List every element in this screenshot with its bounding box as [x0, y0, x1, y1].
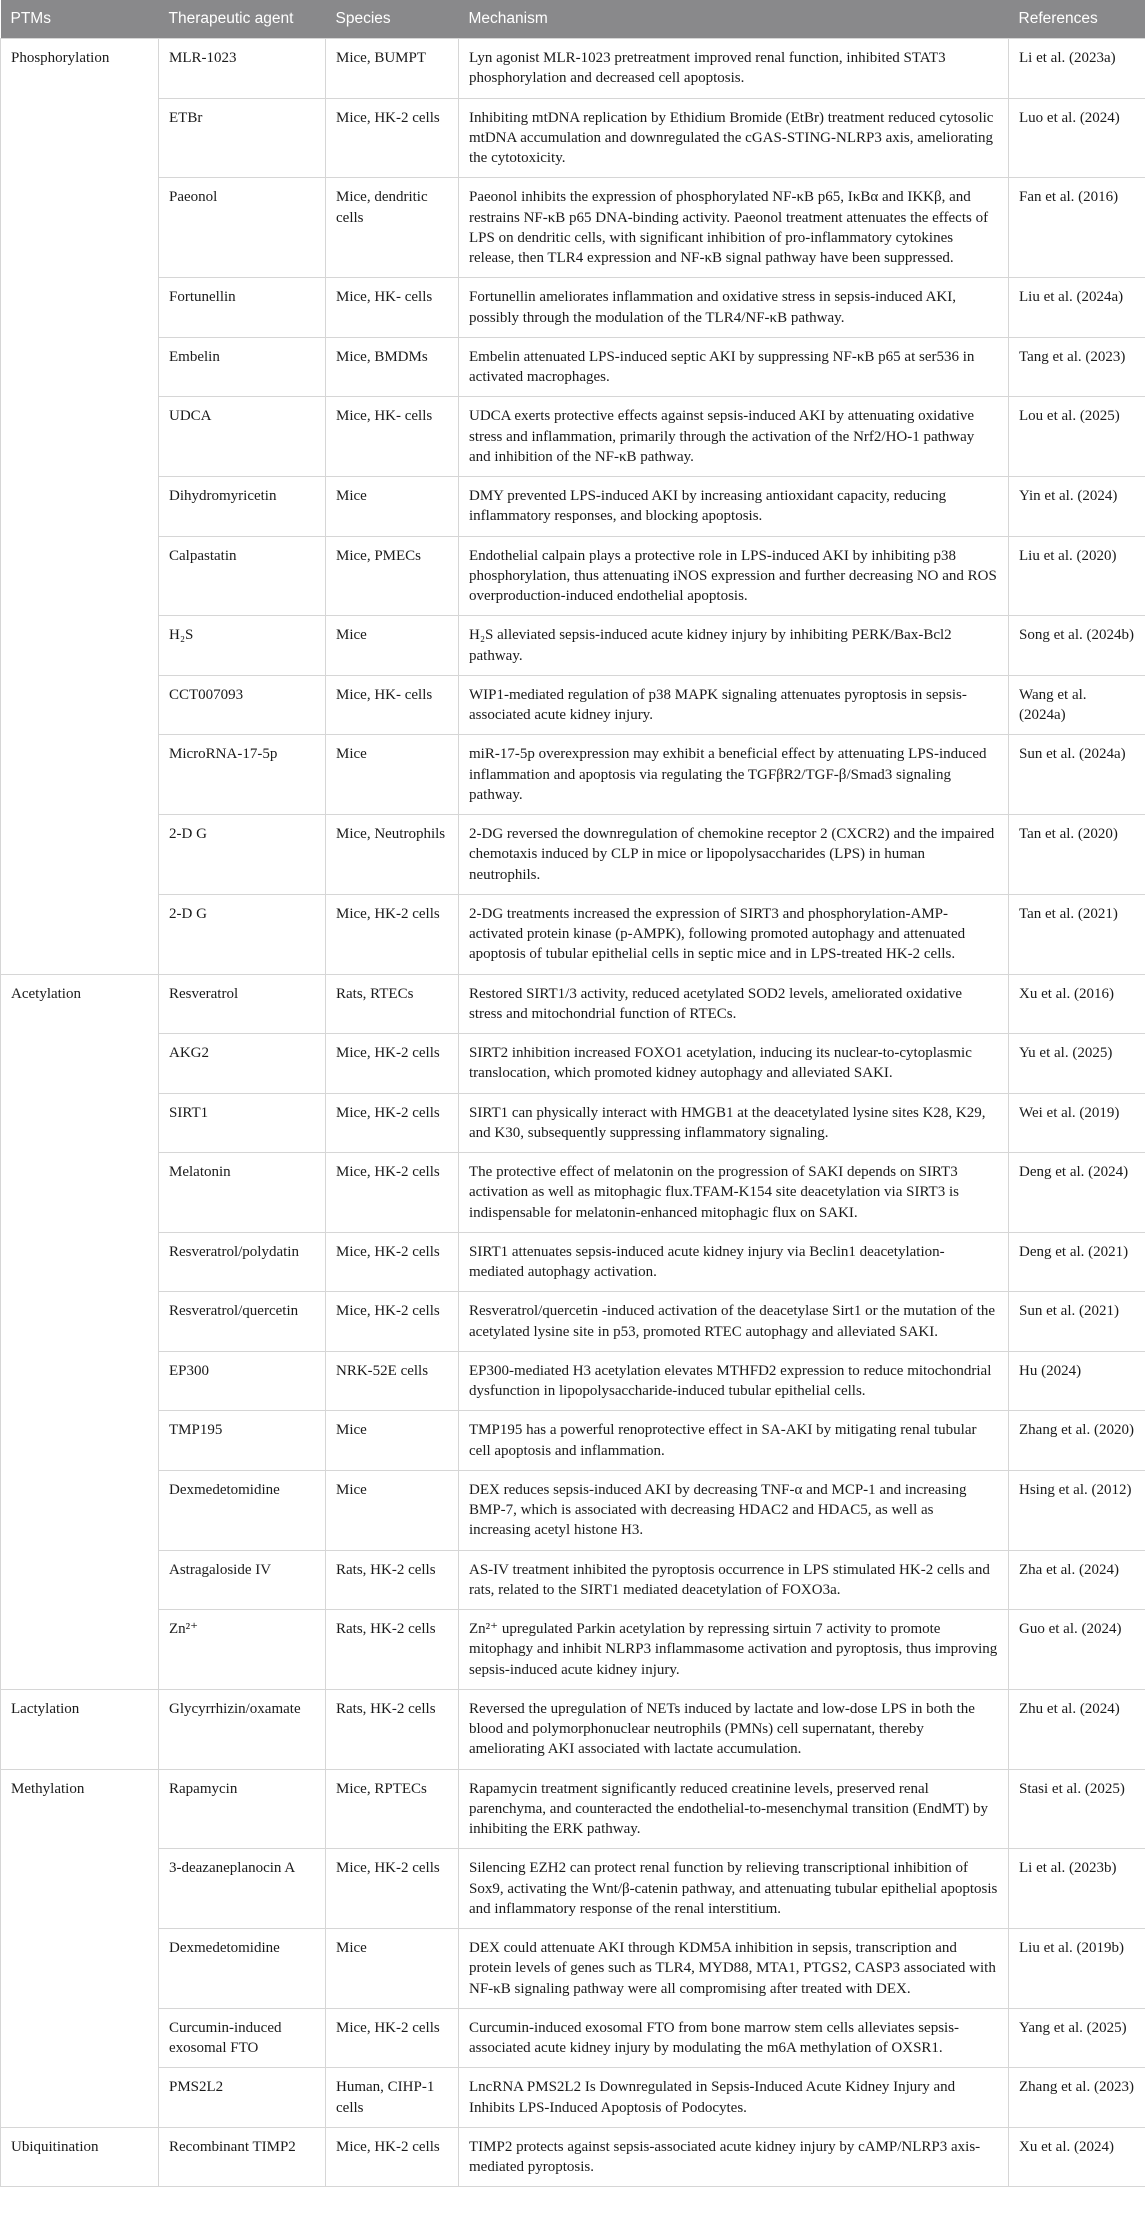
reference-cell: Zhu et al. (2024) — [1009, 1689, 1145, 1769]
agent-cell: PMS2L2 — [159, 2068, 326, 2128]
mechanism-cell: Restored SIRT1/3 activity, reduced acetylated SOD2 levels, ameliorated oxidative stress and mitochondrial function of RTECs. — [459, 974, 1009, 1034]
table-row — [1, 39, 1145, 99]
agent-cell: EP300 — [159, 1351, 326, 1411]
ptm-group-cell: Ubiquitination — [1, 2127, 159, 2187]
agent-cell: Dihydromyricetin — [159, 477, 326, 537]
agent-cell: SIRT1 — [159, 1093, 326, 1153]
table-row — [1, 1034, 1145, 1094]
agent-cell: Recombinant TIMP2 — [159, 2127, 326, 2187]
mechanism-cell: 2-DG treatments increased the expression of SIRT3 and phosphorylation-AMP-activated protein kinase (p-AMPK), following promoted autophagy and attenuated apoptosis of tubular epithelial cells in septic mice and in LPS-treated HK-2 cells. — [459, 894, 1009, 974]
reference-cell: Stasi et al. (2025) — [1009, 1769, 1145, 1849]
species-cell: Rats, HK-2 cells — [326, 1689, 459, 1769]
species-cell: Mice, HK-2 cells — [326, 2127, 459, 2187]
reference-cell: Tang et al. (2023) — [1009, 337, 1145, 397]
mechanism-cell: Resveratrol/quercetin -induced activation of the deacetylase Sirt1 or the mutation of the acetylated lysine site in p53, promoted RTEC autophagy and alleviated SAKI. — [459, 1292, 1009, 1352]
species-cell: Mice, HK-2 cells — [326, 1292, 459, 1352]
agent-cell: Fortunellin — [159, 278, 326, 338]
species-cell: Mice, dendritic cells — [326, 178, 459, 278]
agent-cell: 3-deazaneplanocin A — [159, 1849, 326, 1929]
species-cell: Rats, RTECs — [326, 974, 459, 1034]
species-cell: Mice, Neutrophils — [326, 815, 459, 895]
reference-cell: Tan et al. (2020) — [1009, 815, 1145, 895]
agent-cell: Resveratrol — [159, 974, 326, 1034]
agent-cell: AKG2 — [159, 1034, 326, 1094]
reference-cell: Tan et al. (2021) — [1009, 894, 1145, 974]
species-cell: Mice, HK-2 cells — [326, 1093, 459, 1153]
mechanism-cell: 2-DG reversed the downregulation of chemokine receptor 2 (CXCR2) and the impaired chemotaxis induced by CLP in mice or lipopolysaccharides (LPS) in human neutrophils. — [459, 815, 1009, 895]
mechanism-cell: EP300-mediated H3 acetylation elevates MTHFD2 expression to reduce mitochondrial dysfunction in lipopolysaccharide-induced tubular epithelial cells. — [459, 1351, 1009, 1411]
table-row — [1, 1351, 1145, 1411]
species-cell: Mice, HK-2 cells — [326, 1232, 459, 1292]
table-row — [1, 974, 1145, 1034]
agent-cell: Resveratrol/polydatin — [159, 1232, 326, 1292]
reference-cell: Hsing et al. (2012) — [1009, 1470, 1145, 1550]
table-row — [1, 616, 1145, 676]
table-row — [1, 98, 1145, 178]
species-cell: Mice, HK- cells — [326, 397, 459, 477]
reference-cell: Zha et al. (2024) — [1009, 1550, 1145, 1610]
agent-cell: Glycyrrhizin/oxamate — [159, 1689, 326, 1769]
mechanism-cell: DEX could attenuate AKI through KDM5A inhibition in sepsis, transcription and protein levels of genes such as TLR4, MYD88, MTA1, PTGS2, CASP3 associated with NF-κB signaling pathway were all compromising after treated with DEX. — [459, 1929, 1009, 2009]
table-row — [1, 278, 1145, 338]
mechanism-cell: Inhibiting mtDNA replication by Ethidium Bromide (EtBr) treatment reduced cytosolic mtDNA accumulation and downregulated the cGAS-STING-NLRP3 axis, ameliorating the cytotoxicity. — [459, 98, 1009, 178]
species-cell: Mice — [326, 1929, 459, 2009]
agent-cell: UDCA — [159, 397, 326, 477]
table-row — [1, 1849, 1145, 1929]
reference-cell: Song et al. (2024b) — [1009, 616, 1145, 676]
species-cell: Mice, HK-2 cells — [326, 1034, 459, 1094]
agent-cell: H₂S — [159, 616, 326, 676]
agent-cell: CCT007093 — [159, 675, 326, 735]
agent-cell: TMP195 — [159, 1411, 326, 1471]
reference-cell: Fan et al. (2016) — [1009, 178, 1145, 278]
species-cell: Mice — [326, 1470, 459, 1550]
table-row — [1, 1550, 1145, 1610]
table-row — [1, 477, 1145, 537]
mechanism-cell: Paeonol inhibits the expression of phosphorylated NF-κB p65, IκBα and IKKβ, and restrains NF-κB p65 DNA-binding activity. Paeonol treatment attenuates the effects of LPS on dendritic cells, with significant inhibition of pro-inflammatory cytokines release, then TLR4 expression and NF-κB signal pathway have been suppressed. — [459, 178, 1009, 278]
reference-cell: Yang et al. (2025) — [1009, 2008, 1145, 2068]
header-row — [1, 0, 1145, 39]
species-cell: Rats, HK-2 cells — [326, 1550, 459, 1610]
species-cell: Mice, HK- cells — [326, 675, 459, 735]
ptm-group-cell: Acetylation — [1, 974, 159, 1689]
mechanism-cell: H₂S alleviated sepsis-induced acute kidney injury by inhibiting PERK/Bax-Bcl2 pathway. — [459, 616, 1009, 676]
agent-cell: 2-D G — [159, 815, 326, 895]
reference-cell: Yu et al. (2025) — [1009, 1034, 1145, 1094]
species-cell: Mice — [326, 735, 459, 815]
reference-cell: Sun et al. (2024a) — [1009, 735, 1145, 815]
species-cell: Mice, HK- cells — [326, 278, 459, 338]
mechanism-cell: Reversed the upregulation of NETs induced by lactate and low-dose LPS in both the blood and polymorphonuclear neutrophils (PMNs) cell supernatant, thereby ameliorating AKI associated with lactate accumulation. — [459, 1689, 1009, 1769]
table-row — [1, 2008, 1145, 2068]
agent-cell: Melatonin — [159, 1153, 326, 1233]
table-row — [1, 735, 1145, 815]
mechanism-cell: LncRNA PMS2L2 Is Downregulated in Sepsis-Induced Acute Kidney Injury and Inhibits LPS-Induced Apoptosis of Podocytes. — [459, 2068, 1009, 2128]
agent-cell: MicroRNA-17-5p — [159, 735, 326, 815]
reference-cell: Li et al. (2023a) — [1009, 39, 1145, 99]
reference-cell: Deng et al. (2024) — [1009, 1153, 1145, 1233]
agent-cell: ETBr — [159, 98, 326, 178]
agent-cell: Astragaloside IV — [159, 1550, 326, 1610]
table-row — [1, 675, 1145, 735]
table-row — [1, 1689, 1145, 1769]
species-cell: Mice, BMDMs — [326, 337, 459, 397]
reference-cell: Yin et al. (2024) — [1009, 477, 1145, 537]
reference-cell: Sun et al. (2021) — [1009, 1292, 1145, 1352]
species-cell: Mice — [326, 1411, 459, 1471]
ptm-group-cell: Lactylation — [1, 1689, 159, 1769]
table-row — [1, 397, 1145, 477]
table-row — [1, 1470, 1145, 1550]
reference-cell: Xu et al. (2016) — [1009, 974, 1145, 1034]
reference-cell: Li et al. (2023b) — [1009, 1849, 1145, 1929]
reference-cell: Hu (2024) — [1009, 1351, 1145, 1411]
reference-cell: Luo et al. (2024) — [1009, 98, 1145, 178]
agent-cell: Embelin — [159, 337, 326, 397]
table-row — [1, 1411, 1145, 1471]
species-cell: Rats, HK-2 cells — [326, 1610, 459, 1690]
reference-cell: Wei et al. (2019) — [1009, 1093, 1145, 1153]
table-row — [1, 178, 1145, 278]
mechanism-cell: SIRT1 can physically interact with HMGB1 at the deacetylated lysine sites K28, K29, and K30, subsequently suppressing inflammatory signaling. — [459, 1093, 1009, 1153]
species-cell: Mice, RPTECs — [326, 1769, 459, 1849]
mechanism-cell: WIP1-mediated regulation of p38 MAPK signaling attenuates pyroptosis in sepsis-associated acute kidney injury. — [459, 675, 1009, 735]
table-body — [1, 39, 1145, 2187]
table-row — [1, 1769, 1145, 1849]
reference-cell: Guo et al. (2024) — [1009, 1610, 1145, 1690]
table-row — [1, 1093, 1145, 1153]
mechanism-cell: miR-17-5p overexpression may exhibit a beneficial effect by attenuating LPS-induced inflammation and apoptosis via regulating the TGFβR2/TGF-β/Smad3 signaling pathway. — [459, 735, 1009, 815]
agent-cell: Curcumin-induced exosomal FTO — [159, 2008, 326, 2068]
table-row — [1, 815, 1145, 895]
table-row — [1, 1610, 1145, 1690]
mechanism-cell: Endothelial calpain plays a protective role in LPS-induced AKI by inhibiting p38 phosphorylation, thus attenuating iNOS expression and further decreasing NO and ROS overproduction-induced endothelial apoptosis. — [459, 536, 1009, 616]
mechanism-cell: The protective effect of melatonin on the progression of SAKI depends on SIRT3 activation as well as mitophagic flux.TFAM-K154 site deacetylation via SIRT3 is indispensable for melatonin-enhanced mitophagic flux on SAKI. — [459, 1153, 1009, 1233]
species-cell: Mice, HK-2 cells — [326, 2008, 459, 2068]
species-cell: Mice — [326, 616, 459, 676]
table-row — [1, 337, 1145, 397]
mechanism-cell: TMP195 has a powerful renoprotective effect in SA-AKI by mitigating renal tubular cell apoptosis and inflammation. — [459, 1411, 1009, 1471]
mechanism-cell: TIMP2 protects against sepsis-associated acute kidney injury by cAMP/NLRP3 axis-mediated pyroptosis. — [459, 2127, 1009, 2187]
mechanism-cell: AS-IV treatment inhibited the pyroptosis occurrence in LPS stimulated HK-2 cells and rats, related to the SIRT1 mediated deacetylation of FOXO3a. — [459, 1550, 1009, 1610]
reference-cell: Zhang et al. (2023) — [1009, 2068, 1145, 2128]
reference-cell: Zhang et al. (2020) — [1009, 1411, 1145, 1471]
reference-cell: Liu et al. (2020) — [1009, 536, 1145, 616]
table-row — [1, 1292, 1145, 1352]
mechanism-cell: Silencing EZH2 can protect renal function by relieving transcriptional inhibition of Sox9, activating the Wnt/β-catenin pathway, and attenuating tubular epithelial apoptosis and inflammatory response of the renal interstitium. — [459, 1849, 1009, 1929]
ptm-group-cell: Methylation — [1, 1769, 159, 2127]
mechanism-cell: SIRT2 inhibition increased FOXO1 acetylation, inducing its nuclear-to-cytoplasmic translocation, which promoted kidney autophagy and alleviated SAKI. — [459, 1034, 1009, 1094]
species-cell: Mice, BUMPT — [326, 39, 459, 99]
table-row — [1, 1929, 1145, 2009]
reference-cell: Wang et al. (2024a) — [1009, 675, 1145, 735]
species-cell: Mice, HK-2 cells — [326, 98, 459, 178]
agent-cell: Dexmedetomidine — [159, 1470, 326, 1550]
reference-cell: Deng et al. (2021) — [1009, 1232, 1145, 1292]
mechanism-cell: Embelin attenuated LPS-induced septic AKI by suppressing NF-κB p65 at ser536 in activated macrophages. — [459, 337, 1009, 397]
agent-cell: MLR-1023 — [159, 39, 326, 99]
table-row — [1, 1232, 1145, 1292]
reference-cell: Liu et al. (2024a) — [1009, 278, 1145, 338]
species-cell: Mice, HK-2 cells — [326, 1849, 459, 1929]
column-header-ptms: PTMs — [1, 0, 159, 39]
agent-cell: Paeonol — [159, 178, 326, 278]
table-row — [1, 2127, 1145, 2187]
species-cell: Mice, HK-2 cells — [326, 894, 459, 974]
mechanism-cell: Curcumin-induced exosomal FTO from bone marrow stem cells alleviates sepsis-associated acute kidney injury by modulating the m6A methylation of OXSR1. — [459, 2008, 1009, 2068]
column-header-species: Species — [326, 0, 459, 39]
agent-cell: Rapamycin — [159, 1769, 326, 1849]
mechanism-cell: DMY prevented LPS-induced AKI by increasing antioxidant capacity, reducing inflammatory responses, and blocking apoptosis. — [459, 477, 1009, 537]
agent-cell: Calpastatin — [159, 536, 326, 616]
column-header-mechanism: Mechanism — [459, 0, 1009, 39]
species-cell: Human, CIHP-1 cells — [326, 2068, 459, 2128]
agent-cell: Zn²⁺ — [159, 1610, 326, 1690]
agent-cell: Dexmedetomidine — [159, 1929, 326, 2009]
reference-cell: Lou et al. (2025) — [1009, 397, 1145, 477]
mechanism-cell: DEX reduces sepsis-induced AKI by decreasing TNF-α and MCP-1 and increasing BMP-7, which is associated with decreasing HDAC2 and HDAC5, as well as increasing acetyl histone H3. — [459, 1470, 1009, 1550]
agent-cell: 2-D G — [159, 894, 326, 974]
mechanism-cell: Lyn agonist MLR-1023 pretreatment improved renal function, inhibited STAT3 phosphorylation and decreased cell apoptosis. — [459, 39, 1009, 99]
species-cell: Mice, PMECs — [326, 536, 459, 616]
species-cell: Mice, HK-2 cells — [326, 1153, 459, 1233]
column-header-references: References — [1009, 0, 1145, 39]
mechanism-cell: SIRT1 attenuates sepsis-induced acute kidney injury via Beclin1 deacetylation-mediated autophagy activation. — [459, 1232, 1009, 1292]
table-row — [1, 894, 1145, 974]
mechanism-cell: Fortunellin ameliorates inflammation and oxidative stress in sepsis-induced AKI, possibly through the modulation of the TLR4/NF-κB pathway. — [459, 278, 1009, 338]
mechanism-cell: UDCA exerts protective effects against sepsis-induced AKI by attenuating oxidative stress and inflammation, primarily through the activation of the Nrf2/HO-1 pathway and inhibition of the NF-κB pathway. — [459, 397, 1009, 477]
species-cell: Mice — [326, 477, 459, 537]
ptm-group-cell: Phosphorylation — [1, 39, 159, 975]
mechanism-cell: Zn²⁺ upregulated Parkin acetylation by repressing sirtuin 7 activity to promote mitophagy and inhibit NLRP3 inflammasome activation and pyroptosis, thus improving sepsis-induced acute kidney injury. — [459, 1610, 1009, 1690]
table-row — [1, 536, 1145, 616]
agent-cell: Resveratrol/quercetin — [159, 1292, 326, 1352]
column-header-therapeutic-agent: Therapeutic agent — [159, 0, 326, 39]
mechanism-cell: Rapamycin treatment significantly reduced creatinine levels, preserved renal parenchyma, and counteracted the endothelial-to-mesenchymal transition (EndMT) by inhibiting the ERK pathway. — [459, 1769, 1009, 1849]
species-cell: NRK-52E cells — [326, 1351, 459, 1411]
table-row — [1, 2068, 1145, 2128]
table-row — [1, 1153, 1145, 1233]
reference-cell: Xu et al. (2024) — [1009, 2127, 1145, 2187]
reference-cell: Liu et al. (2019b) — [1009, 1929, 1145, 2009]
